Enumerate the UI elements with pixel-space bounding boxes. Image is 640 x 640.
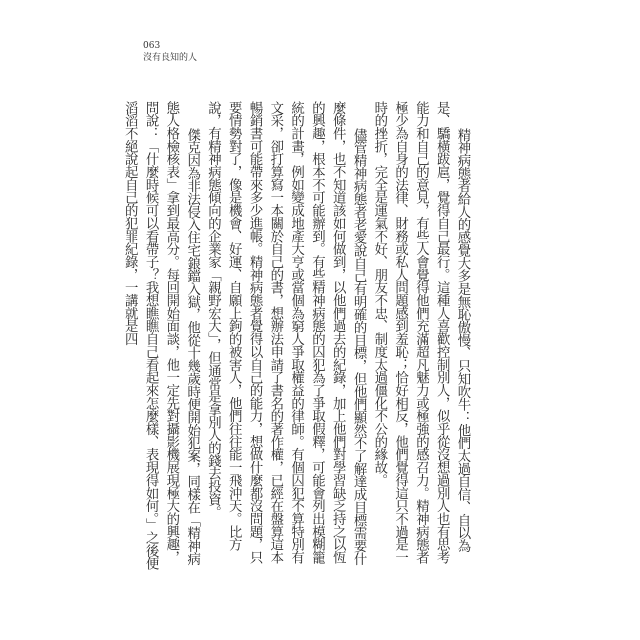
paragraph-2: 儘管精神病態者老愛說自己有明確的目標，但他們顯然不了解達成目標需要什麼條件，也不知道該如何做到，以他們過去的紀錄，加上他們對學習缺乏持之以恆的興趣，根本不可能辦到。有些精神病態的囚犯為了爭取假釋，可能會列出模糊籠統的計畫，例如變成地產大亨或當個為窮人爭取權益的律師。有個囚犯不算特別有文采，卻打算寫一本關於自己的書，想辦法申請了書名的著作權，已經在盤算這本暢銷書可能帶來多少進帳。精神病態者覺得以自己的能力，想做什麼都沒問題，只要情勢對了，像是機會、好運、自願上鉤的被害人，他們往往能一飛沖天。比方說，有精神病態傾向的企業家「親野宏大」，但通常是拿別人的錢去投資。 <box>205 101 367 565</box>
page-header <box>143 40 197 64</box>
paragraph-1: 精神病態者給人的感覺大多是無恥傲慢、只知吹牛：他們太過自信、自以為是、驕橫跋扈，覺得自己最行。這種人喜歡控制別人，似乎從沒想過別人也有思考能力和自己的意見，有些人會覺得他們充滿超凡魅力或極強的感召力。精神病態者極少為自身的法律、財務或私人問題感到羞恥；恰好相反，他們覺得這只不過是一時的挫折，完全是運氣不好、朋友不忠、制度太過僵化不公的緣故。 <box>371 101 470 564</box>
vertical-body-text <box>122 101 472 571</box>
page-number: 063 <box>143 41 161 51</box>
running-title: 沒有良知的人 <box>143 53 198 63</box>
paragraph-3: 傑克因為非法侵入住宅鋃鐺入獄，他從十幾歲時便開始犯案，同樣在「精神病態人格檢核表」拿到最高分。每回開始面談，他一定先對攝影機展現極大的興趣，問說：「什麼時候可以看帶子？我想瞧瞧自己看起來怎麼樣、表現得如何。」之後便滔滔不絕說起自己的犯罪紀錄，一講就是四 <box>122 101 200 570</box>
